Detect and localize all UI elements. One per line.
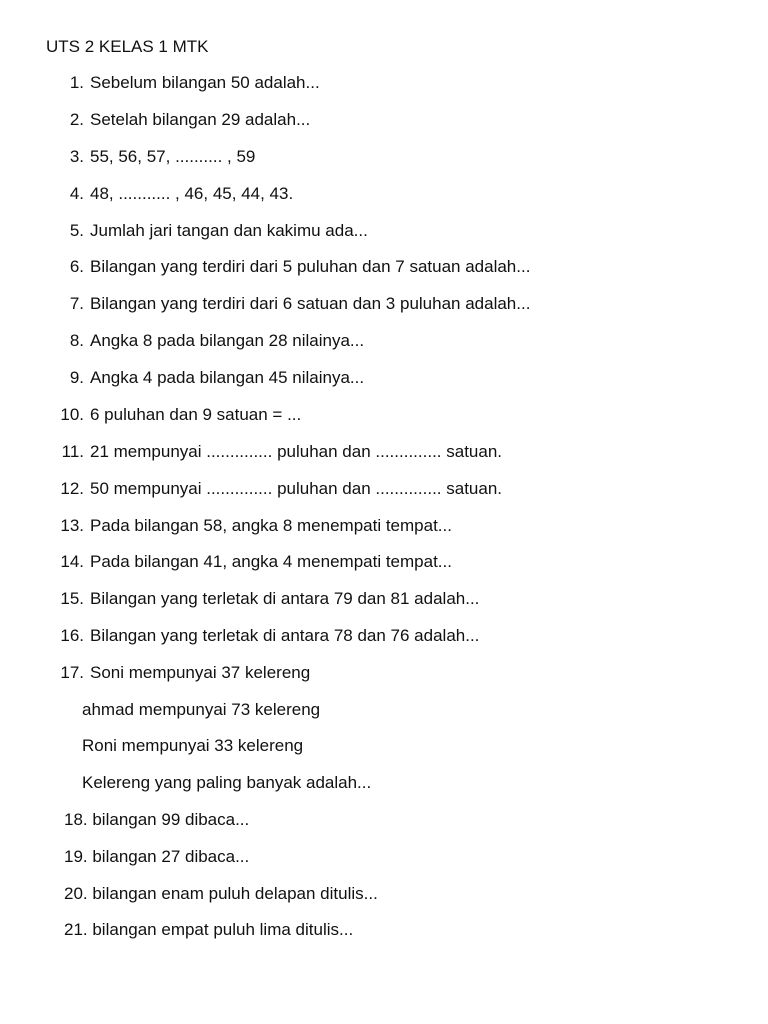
question-number: 13. bbox=[60, 516, 84, 535]
question-number: 11. bbox=[61, 442, 84, 461]
question-text: Pada bilangan 41, angka 4 menempati tempat... bbox=[90, 552, 452, 571]
question-text: Bilangan yang terletak di antara 79 dan 81 adalah... bbox=[90, 589, 480, 608]
question-number: 6. bbox=[69, 257, 84, 276]
question-text: 19. bilangan 27 dibaca... bbox=[64, 847, 250, 866]
question-text: 48, ........... , 46, 45, 44, 43. bbox=[90, 184, 294, 203]
question-text: Kelereng yang paling banyak adalah... bbox=[82, 773, 372, 792]
question-number: 16. bbox=[60, 626, 84, 645]
question-number: 8. bbox=[69, 331, 84, 350]
question-number: 5. bbox=[69, 221, 84, 240]
question-text: Bilangan yang terdiri dari 5 puluhan dan 7 satuan adalah... bbox=[90, 257, 531, 276]
question-text: Soni mempunyai 37 kelereng bbox=[90, 663, 311, 682]
question-number: 2. bbox=[69, 110, 84, 129]
question-text: 55, 56, 57, .......... , 59 bbox=[90, 147, 256, 166]
document-title: UTS 2 KELAS 1 MTK bbox=[46, 37, 209, 56]
question-text: Bilangan yang terletak di antara 78 dan 76 adalah... bbox=[90, 626, 480, 645]
question-text: Jumlah jari tangan dan kakimu ada... bbox=[90, 221, 368, 240]
question-number: 15. bbox=[60, 589, 84, 608]
question-number: 4. bbox=[69, 184, 84, 203]
question-text: 6 puluhan dan 9 satuan = ... bbox=[90, 405, 302, 424]
question-text: 21 mempunyai .............. puluhan dan .............. satuan. bbox=[90, 442, 503, 461]
question-number: 7. bbox=[69, 294, 84, 313]
question-number: 14. bbox=[60, 552, 84, 571]
question-text: 21. bilangan empat puluh lima ditulis... bbox=[64, 920, 354, 939]
question-text: Angka 4 pada bilangan 45 nilainya... bbox=[90, 368, 365, 387]
question-text: Roni mempunyai 33 kelereng bbox=[82, 736, 304, 755]
question-text: 20. bilangan enam puluh delapan ditulis... bbox=[64, 884, 378, 903]
question-text: 50 mempunyai .............. puluhan dan .............. satuan. bbox=[90, 479, 503, 498]
question-text: Angka 8 pada bilangan 28 nilainya... bbox=[90, 331, 365, 350]
question-number: 3. bbox=[69, 147, 84, 166]
question-number: 17. bbox=[60, 663, 84, 682]
question-text: 18. bilangan 99 dibaca... bbox=[64, 810, 250, 829]
question-text: Setelah bilangan 29 adalah... bbox=[90, 110, 311, 129]
question-text: ahmad mempunyai 73 kelereng bbox=[82, 700, 321, 719]
question-number: 1. bbox=[69, 73, 84, 92]
question-text: Pada bilangan 58, angka 8 menempati tempat... bbox=[90, 516, 452, 535]
question-number: 10. bbox=[60, 405, 84, 424]
question-number: 12. bbox=[60, 479, 84, 498]
question-text: Bilangan yang terdiri dari 6 satuan dan 3 puluhan adalah... bbox=[90, 294, 531, 313]
question-number: 9. bbox=[69, 368, 84, 387]
question-text: Sebelum bilangan 50 adalah... bbox=[90, 73, 320, 92]
